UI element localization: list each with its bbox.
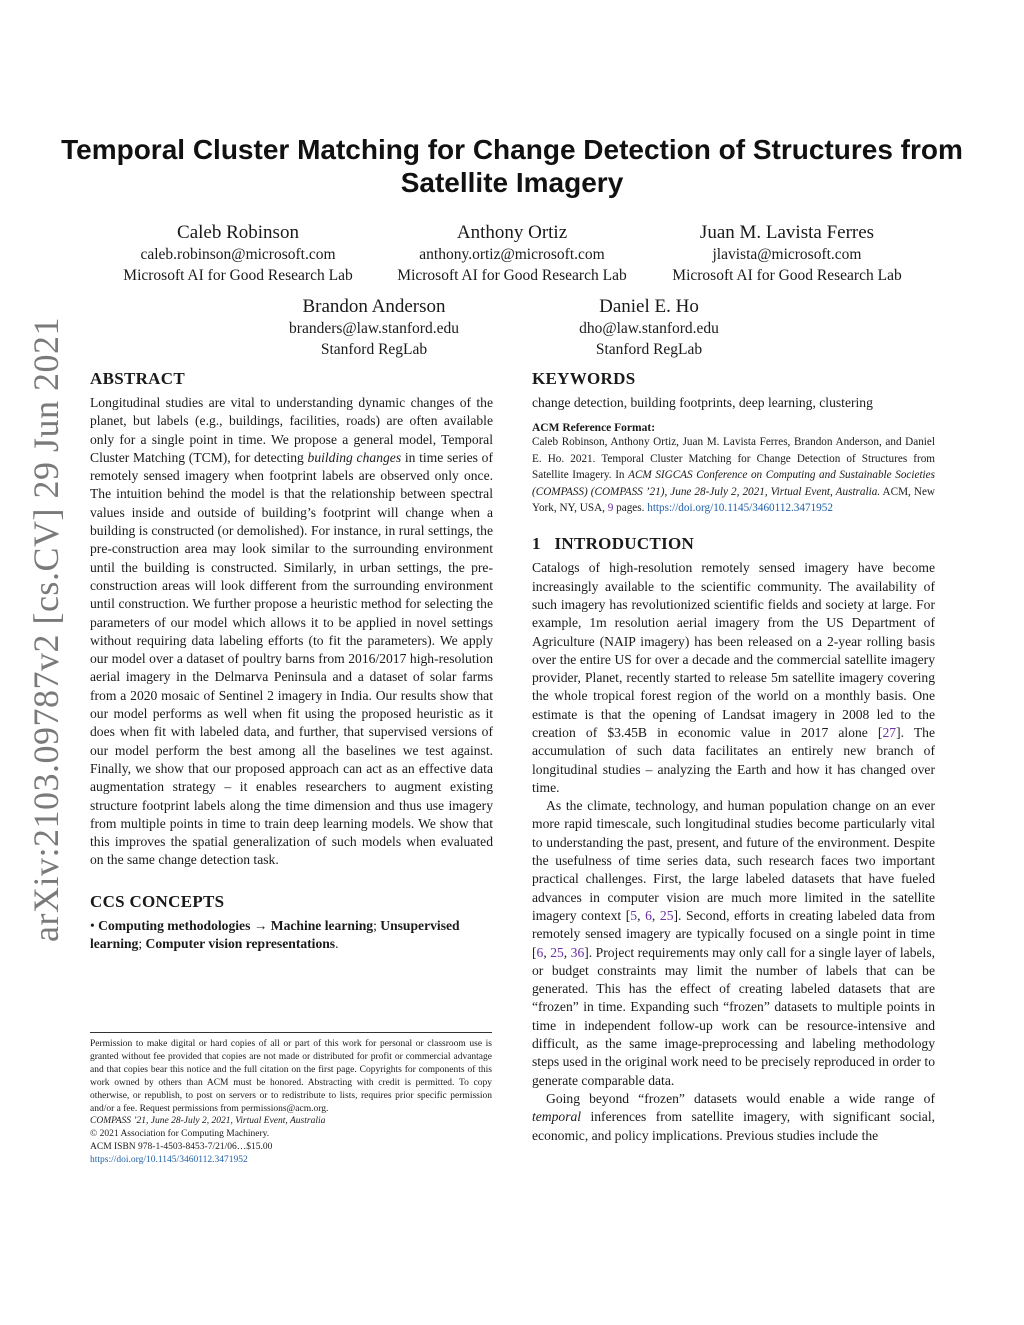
section-number: 1 xyxy=(532,534,541,554)
citation-link[interactable]: 6 xyxy=(536,944,544,960)
isbn-line: ACM ISBN 978-1-4503-8453-7/21/06…$15.00 xyxy=(90,1142,273,1153)
author-email: dho@law.stanford.edu xyxy=(579,320,719,337)
author-block-3 xyxy=(639,222,935,286)
keywords-heading: KEYWORDS xyxy=(532,369,636,388)
paragraph-text: ]. Project requirements may only call for a single layer of labels, or budget constraints may limit the number of labels that can be generated. This has the effect of creating labeled datasets that are “frozen” in time. Expanding such “frozen” datasets to multiple points in time in independent follow-up work can be resource-intensive and difficult, as the same image-preprocessing and labeling methodology steps used in the original work need to be precisely reproduced in order to generate comparable data. xyxy=(532,944,936,1088)
abstract-text-part: in time series of remotely sensed imagery when footprint labels are observed only once. The intuition behind the model is that the relationship between spectral values inside and outside of building’s footprint will change when a building is constructed (or demolished). For instance, in rural settings, the pre-construction area may look similar to the surrounding environment until the building is constructed. Similarly, in urban settings, the pre-construction areas will look different from the surrounding environment until construction. We further propose a heuristic method for selecting the parameters of our model which allows it to be applied in novel settings without requiring data labeling efforts (to fit the parameters). We apply our model over a dataset of poultry barns from 2016/2017 high-resolution aerial imagery in the Delmarva Peninsula and a dataset of solar farms from a 2020 mosaic of Sentinel 2 imagery in India. Our results show that our model performs as well when fit using the proposed heuristic as it does when fit with labeled data, and further, that supervised versions of our model perform the best among all the baselines we test against. Finally, we show that our proposed approach can act as an effective data augmentation strategy – it enables researchers to augment existing structure footprint labels along the time dimension and thus use imagery from multiple points in time to train deep learning models. We show that this improves the spatial generalization of such models when evaluated on the same change detection task. xyxy=(90,449,493,868)
reference-text-part: ACM, New York, NY, USA, xyxy=(532,485,935,514)
abstract-text xyxy=(90,394,493,870)
paper-title: Temporal Cluster Matching for Change Detection of Structures from Satellite Imagery xyxy=(61,134,963,198)
author-email: branders@law.stanford.edu xyxy=(289,320,459,337)
author-block-2 xyxy=(364,222,660,286)
author-name: Brandon Anderson xyxy=(302,296,446,317)
ccs-concept: Computer vision representations xyxy=(145,936,336,952)
paragraph-text: ]. Second, efforts in creating labeled data from remotely sensed imagery are typically focused on a single point in time [ xyxy=(532,907,936,960)
citation-link[interactable]: 5 xyxy=(630,907,638,923)
left-column xyxy=(90,369,493,953)
author-affiliation: Stanford RegLab xyxy=(595,341,703,358)
intro-paragraph-3 xyxy=(532,1090,935,1145)
author-block-1 xyxy=(90,222,386,286)
abstract-emphasis: building changes xyxy=(307,449,402,465)
citation-link[interactable]: 36 xyxy=(570,944,585,960)
author-name: Caleb Robinson xyxy=(177,222,299,243)
emphasis-text: temporal xyxy=(532,1109,582,1125)
introduction-heading xyxy=(532,534,935,554)
reference-doi-link[interactable]: https://doi.org/10.1145/3460112.3471952 xyxy=(647,501,833,514)
intro-paragraph-2: As the climate, technology, and human population change on an ever more rapid timescale, such longitudinal studies become particularly vital to understanding the past, present, and future of the environment. Despite the usefulness of time series data, such research faces two important practical challenges. First, the large labeled datasets that have fueled advances in computer vision are much more limited in the satellite imagery context [5, 6, 25]. Second, efforts in creating labeled data from remotely sensed imagery are typically focused on a single point in time [6, 25, 36]. Project requirements may only call for a single layer of labels, or budget constraints may limit the number of labels that can be generated. This has the effect of creating labeled datasets that are “frozen” in time. Expanding such “frozen” datasets to multiple points in time in independent follow-up work can be resource-intensive and difficult, as the same image-preprocessing and labeling methodology steps used in the original work need to be precisely reproduced in order to generate comparable data. xyxy=(532,798,936,1088)
author-name: Juan M. Lavista Ferres xyxy=(699,222,875,243)
author-name: Anthony Ortiz xyxy=(456,222,568,243)
reference-format-text xyxy=(532,434,935,516)
reference-format-heading: ACM Reference Format: xyxy=(532,422,656,435)
permission-notice: Permission to make digital or hard copies of all or part of this work for personal or classroom use is granted without fee provided that copies are not made or distributed for profit or commercial advantage and that copies bear this notice and the full citation on the first page. Copyrights for components of this work owned by others than ACM must be honored. Abstracting with credit is permitted. To copy otherwise, or republish, to post on servers or to redistribute to lists, requires prior specific permission and/or a fee. Request permissions from permissions@acm.org. xyxy=(90,1039,492,1114)
copyright-footnote xyxy=(90,1032,492,1167)
keywords-text: change detection, building footprints, deep learning, clustering xyxy=(532,395,873,410)
reference-venue: ACM SIGCAS Conference on Computing and Sustainable Societies (COMPASS) (COMPASS ’21), June 28-July 2, 2021, Virtual Event, Australia. xyxy=(532,469,935,498)
ccs-text xyxy=(90,917,493,954)
page-count[interactable]: 9 xyxy=(607,501,614,514)
arxiv-id-text: arXiv:2103.09787v2 [cs.CV] 29 Jun 2021 xyxy=(26,317,66,942)
doi-link[interactable]: https://doi.org/10.1145/3460112.3471952 xyxy=(90,1155,248,1166)
arxiv-identifier xyxy=(18,317,74,942)
intro-paragraph-1 xyxy=(532,559,935,797)
ccs-heading: CCS CONCEPTS xyxy=(90,891,225,911)
ccs-separator: ; xyxy=(138,936,146,952)
reference-text-part: Caleb Robinson, Anthony Ortiz, Juan M. Lavista Ferres, Brandon Anderson, and Daniel E. Ho. 2021. Temporal Cluster Matching for Change Detection of Structures from Satellite Imagery. In xyxy=(532,436,935,482)
citation-link[interactable]: 25 xyxy=(659,907,674,923)
author-affiliation: Stanford RegLab xyxy=(320,341,428,358)
ccs-bullet: • xyxy=(90,917,99,933)
author-email: jlavista@microsoft.com xyxy=(712,246,862,263)
author-name: Daniel E. Ho xyxy=(599,296,699,317)
ccs-concept: Unsupervised learning xyxy=(90,917,460,952)
citation-link[interactable]: 25 xyxy=(550,944,564,960)
paragraph-text: inferences from satellite imagery, with significant social, economic, and policy implications. Previous studies include the xyxy=(532,1109,935,1143)
paragraph-text: As the climate, technology, and human population change on an ever more rapid timescale, such longitudinal studies become particularly vital to understanding the past, present, and future of the environment. Despite the usefulness of time series data, such research faces two important practical challenges. First, the large labeled datasets that have fueled advances in computer vision are much more limited in the satellite imagery context [ xyxy=(532,798,935,923)
ccs-end: . xyxy=(335,936,339,952)
footnote-rule xyxy=(90,1032,492,1033)
paragraph-text: Catalogs of high-resolution remotely sensed imagery have become increasingly available to the scientific community. The availability of such imagery has revolutionized scientific fields and society at large. For example, 1m resolution aerial imagery from the US Department of Agriculture (NAIP imagery) has been released on a 2-year rolling basis over the entire US for over a decade and the commercial satellite imagery provider, Planet, recently started to release 5m satellite imagery covering the whole tropical forest region of the world on a monthly basis. One estimate is that the opening of Landsat imagery in 2008 led to the creation of $3.45B in economic value in 2017 alone [ xyxy=(532,560,935,740)
right-column xyxy=(532,369,935,1145)
author-affiliation: Microsoft AI for Good Research Lab xyxy=(123,267,353,284)
abstract-text-part: Longitudinal studies are vital to understanding dynamic changes of the planet, but labels (e.g., buildings, facilities, roads) are often available only for a single point in time. We propose a general model, Temporal Cluster Matching (TCM), for detecting xyxy=(90,395,493,465)
author-email: anthony.ortiz@microsoft.com xyxy=(419,246,605,263)
copyright-line: © 2021 Association for Computing Machinery. xyxy=(90,1129,270,1140)
author-block-4 xyxy=(226,296,522,360)
author-affiliation: Microsoft AI for Good Research Lab xyxy=(672,267,902,284)
section-title: INTRODUCTION xyxy=(554,534,695,554)
introduction-text xyxy=(532,559,935,1145)
paragraph-text: Going beyond “frozen” datasets would enable a wide range of xyxy=(546,1090,935,1106)
author-email: caleb.robinson@microsoft.com xyxy=(140,246,336,263)
ccs-concept: Computing methodologies → Machine learning xyxy=(98,917,374,933)
citation-link[interactable]: 6 xyxy=(645,907,652,923)
abstract-heading: ABSTRACT xyxy=(90,369,185,388)
venue-line: COMPASS ’21, June 28-July 2, 2021, Virtual Event, Australia xyxy=(90,1116,326,1127)
author-affiliation: Microsoft AI for Good Research Lab xyxy=(397,267,627,284)
author-block-5 xyxy=(501,296,797,360)
ccs-separator: ; xyxy=(373,917,381,933)
reference-text-part: pages. xyxy=(613,501,648,514)
citation-link[interactable]: 27 xyxy=(882,725,897,740)
paragraph-text: ]. The accumulation of such data facilitates an entirely new branch of longitudinal studies – analyzing the Earth and how it has changed over time. xyxy=(532,725,936,795)
